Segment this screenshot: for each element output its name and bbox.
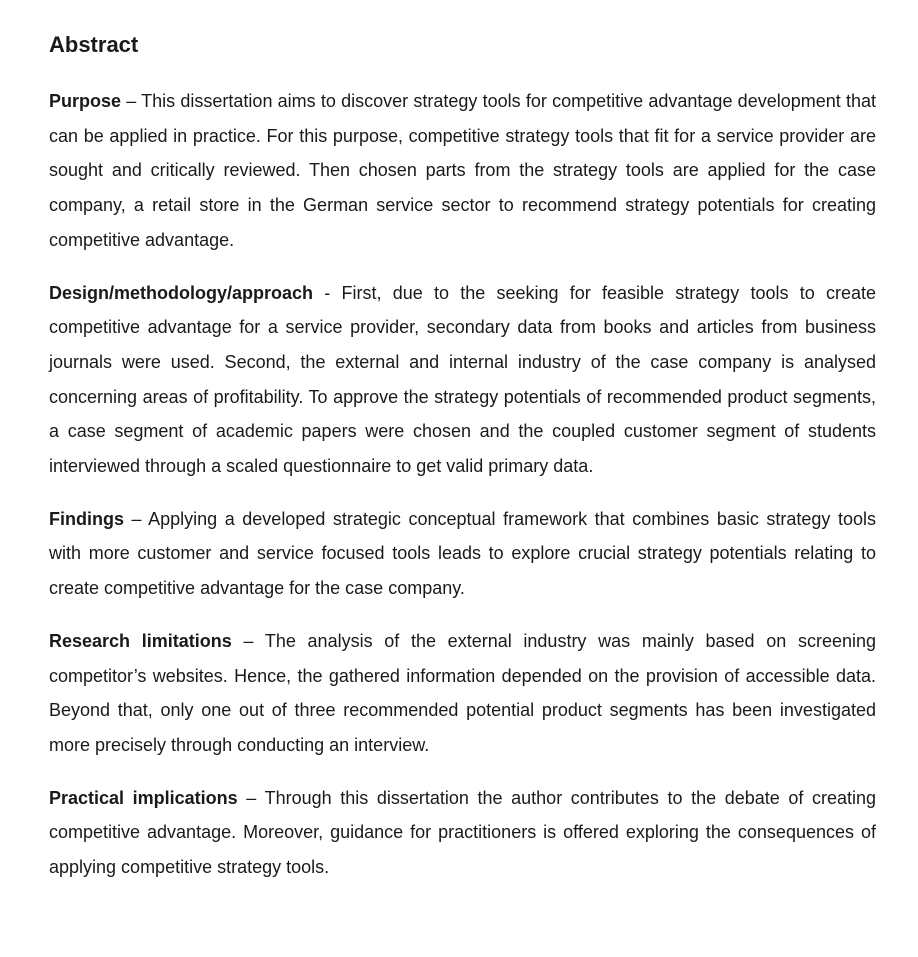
section-text: This dissertation aims to discover strategy tools for competitive advantage development that can be applied in practice. For this purpose, competitive strategy tools that fit for a service provider are sought and critically reviewed. Then chosen parts from the strategy tools are applied for the case company, a retail store in the German service sector to recommend strategy potentials for creating competitive advantage. xyxy=(49,91,876,250)
section-purpose xyxy=(49,84,876,258)
section-research-limitations xyxy=(49,624,876,763)
section-label: Design/methodology/approach xyxy=(49,282,314,303)
section-text: Applying a developed strategic conceptual framework that combines basic strategy tools with more customer and service focused tools leads to explore crucial strategy potentials relating to create competitive advantage for the case company. xyxy=(49,508,876,599)
section-text: First, due to the seeking for feasible strategy tools to create competitive advantage for a service provider, secondary data from books and articles from business journals were used. Second, the external and internal industry of the case company is analysed concerning areas of profitability. To approve the strategy potentials of recommended product segments, a case segment of academic papers were chosen and the coupled customer segment of students interviewed through a scaled questionnaire to get valid primary data. xyxy=(49,282,876,477)
section-text: The analysis of the external industry was mainly based on screening competitor’s websites. Hence, the gathered information depended on the provision of accessible data. Beyond that, only one out of three recommended potential product segments has been investigated more precisely through conducting an interview. xyxy=(49,630,877,755)
section-separator: - xyxy=(313,282,342,303)
section-separator: – xyxy=(124,508,149,529)
section-design-methodology-approach xyxy=(49,276,876,484)
section-label: Findings xyxy=(49,508,124,529)
section-separator: – xyxy=(121,91,142,111)
section-separator: – xyxy=(237,787,265,808)
abstract-heading: Abstract xyxy=(49,32,139,57)
section-label: Practical implications xyxy=(49,787,238,808)
section-findings xyxy=(49,502,876,606)
section-separator: – xyxy=(231,630,265,651)
section-practical-implications xyxy=(49,781,876,885)
section-label: Purpose xyxy=(49,91,122,111)
section-label: Research limitations xyxy=(49,630,232,651)
section-text: Through this dissertation the author contributes to the debate of creating competitive advantage. Moreover, guidance for practitioners is offered exploring the consequences of applying competitive strategy tools. xyxy=(49,787,877,878)
